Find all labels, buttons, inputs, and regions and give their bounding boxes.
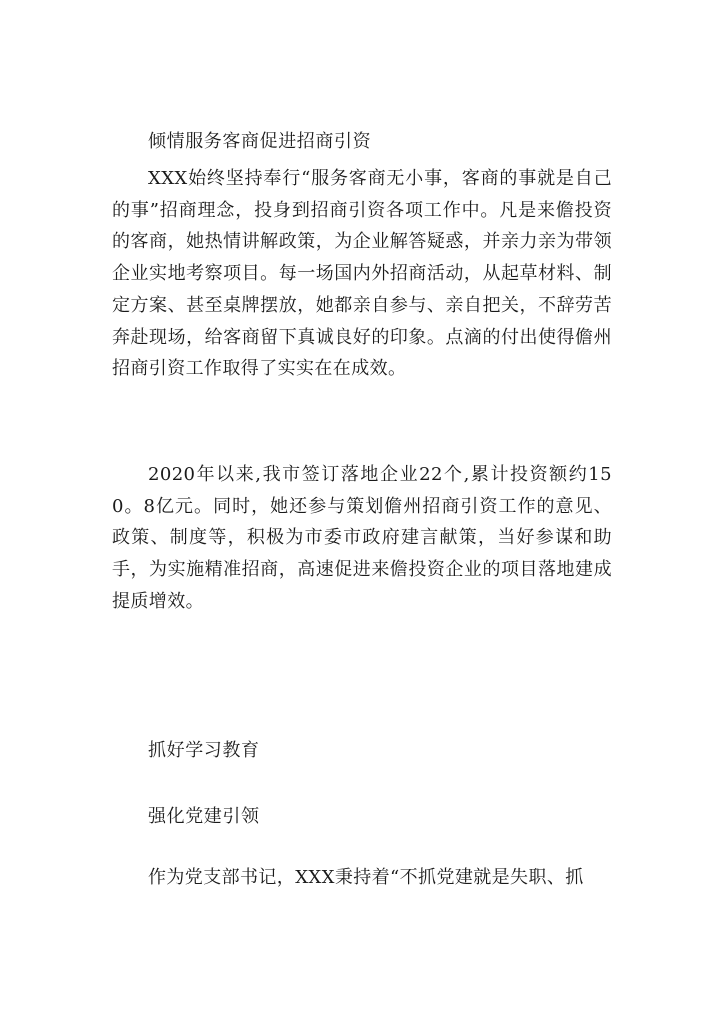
body-paragraph: 作为党支部书记，XXX秉持着“不抓党建就是失职、抓 (148, 867, 584, 888)
section-title: 倾情服务客商促进招商引资 (148, 131, 372, 152)
section-heading: 强化党建引领 (148, 806, 260, 827)
section-heading: 抓好学习教育 (148, 740, 260, 761)
body-paragraph: XXX始终坚持奉行“服务客商无小事，客商的事就是自己的事”招商理念，投身到招商引资各项工作中。凡是来儋投资的客商，她热情讲解政策，为企业解答疑惑，并亲力亲为带领企业实地考察项目。每一场国内外招商活动，从起草材料、制定方案、甚至桌牌摆放，她都亲自参与、亲自把关，不辞劳苦奔赴现场，给客商留下真诚良好的印象。点滴的付出使得儋州招商引资工作取得了实实在在成效。 (112, 168, 612, 380)
body-paragraph: 2020年以来,我市签订落地企业22个,累计投资额约150。8亿元。同时，她还参与策划儋州招商引资工作的意见、政策、制度等，积极为市委市政府建言献策，当好参谋和助手，为实施精准招商，高速促进来儋投资企业的项目落地建成提质增效。 (112, 464, 612, 612)
